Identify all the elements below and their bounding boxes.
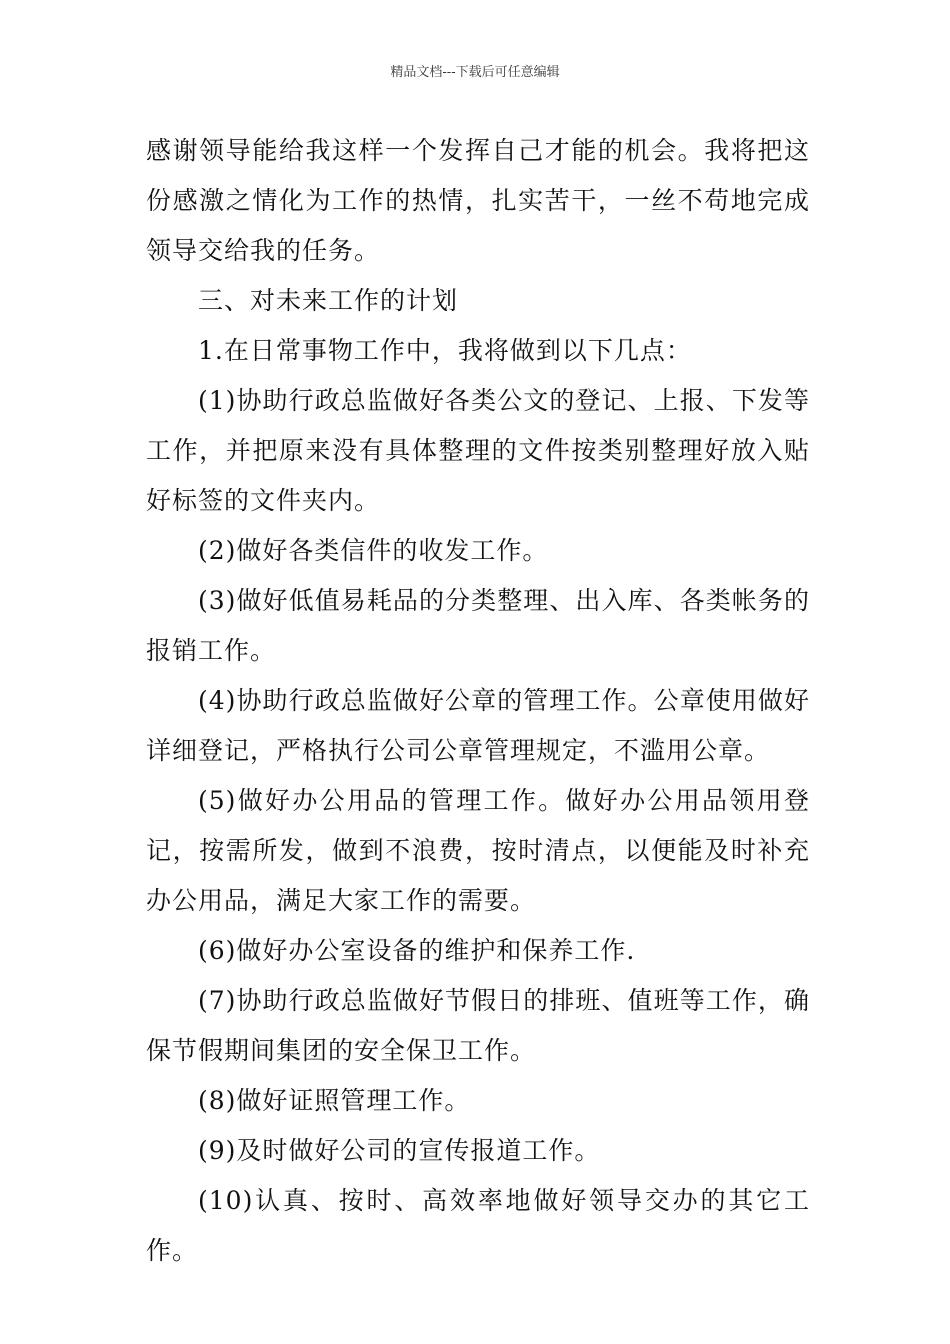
- list-item: (8)做好证照管理工作。: [198, 1086, 471, 1115]
- list-item: (9)及时做好公司的宣传报道工作。: [198, 1136, 601, 1165]
- list-item: (5)做好办公用品的管理工作。做好办公用品领用登记，按需所发，做到不浪费，按时清点，以便能及时补充办公用品，满足大家工作的需要。: [146, 786, 810, 915]
- list-item: (2)做好各类信件的收发工作。: [198, 536, 549, 565]
- list-item: (6)做好办公室设备的维护和保养工作.: [198, 936, 636, 965]
- list-item: (4)协助行政总监做好公章的管理工作。公章使用做好详细登记，严格执行公司公章管理规定，不滥用公章。: [146, 686, 810, 765]
- section-heading-plan: 三、对未来工作的计划: [198, 286, 459, 315]
- paragraph-continuation: 感谢领导能给我这样一个发挥自己才能的机会。我将把这份感激之情化为工作的热情，扎实苦干，一丝不苟地完成领导交给我的任务。: [146, 136, 810, 265]
- list-item: (3)做好低值易耗品的分类整理、出入库、各类帐务的报销工作。: [146, 586, 810, 665]
- list-item: (1)协助行政总监做好各类公文的登记、上报、下发等工作，并把原来没有具体整理的文件按类别整理好放入贴好标签的文件夹内。: [146, 386, 810, 515]
- subsection-heading: 1.在日常事物工作中，我将做到以下几点：: [198, 336, 692, 365]
- document-body: [146, 126, 810, 1276]
- page-header: 精品文档---下载后可任意编辑: [390, 65, 560, 80]
- list-item: (10)认真、按时、高效率地做好领导交办的其它工作。: [146, 1186, 810, 1265]
- list-item: (7)协助行政总监做好节假日的排班、值班等工作，确保节假期间集团的安全保卫工作。: [146, 986, 810, 1065]
